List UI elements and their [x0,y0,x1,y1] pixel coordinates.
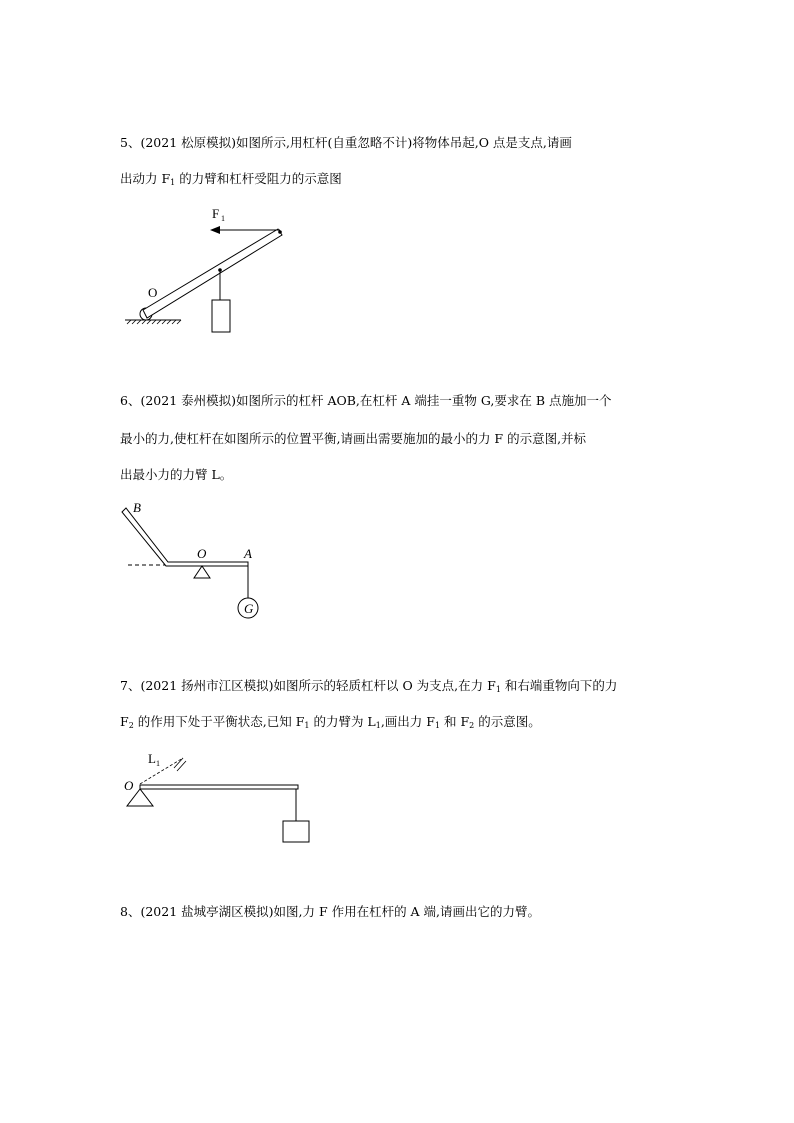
question-6-line-1: 6、(2021 泰州模拟)如图所示的杠杆 AOB,在杠杆 A 端挂一重物 G,要求在 B 点施加一个 [120,393,612,408]
figure-6-label-g: G [244,601,254,616]
question-7-line-1: 7、(2021 扬州市江区模拟)如图所示的轻质杠杆以 O 为支点,在力 $F_1$ 和右端重物向下的力 [120,678,618,694]
figure-6-label-b: B [133,500,141,515]
figure-7-lever-bar [140,785,298,789]
question-5-line-1: 5、(2021 松原模拟)如图所示,用杠杆(自重忽略不计)将物体吊起,O 点是支点,请画 [120,135,572,150]
figure-5-label-o: O [148,285,158,300]
question-5-line-2: 出动力 $F_1$ 的力臂和杠杆受阻力的示意图 [120,171,342,187]
question-6-line-3: 出最小力的力臂 L。 [120,467,233,482]
figure-7-label-o: O [124,778,134,793]
figure-7-weight-block [283,821,309,842]
figure-6-label-o: O [197,546,207,561]
figure-7-label-l-sub: 1 [156,759,160,768]
figure-7-label-l: L [148,751,156,766]
question-7-line-2: $F_2$ 的作用下处于平衡状态,已知 $F_1$ 的力臂为 $L_1$,画出力 $F_1$ 和 $F_2$ 的示意图。 [120,714,541,730]
question-6-line-2: 最小的力,使杠杆在如图所示的位置平衡,请画出需要施加的最小的力 F 的示意图,并标 [120,431,587,446]
figure-7-l1-dashed-line [140,758,183,784]
figure-6-label-a: A [244,546,252,561]
figure-5-label-f-sub: 1 [221,214,225,223]
figure-7-l1-bracket-2 [177,761,186,771]
figure-5-label-f: F [212,206,220,221]
question-8-line-1: 8、(2021 盐城亭湖区模拟)如图,力 F 作用在杠杆的 A 端,请画出它的力臂。 [120,904,541,919]
